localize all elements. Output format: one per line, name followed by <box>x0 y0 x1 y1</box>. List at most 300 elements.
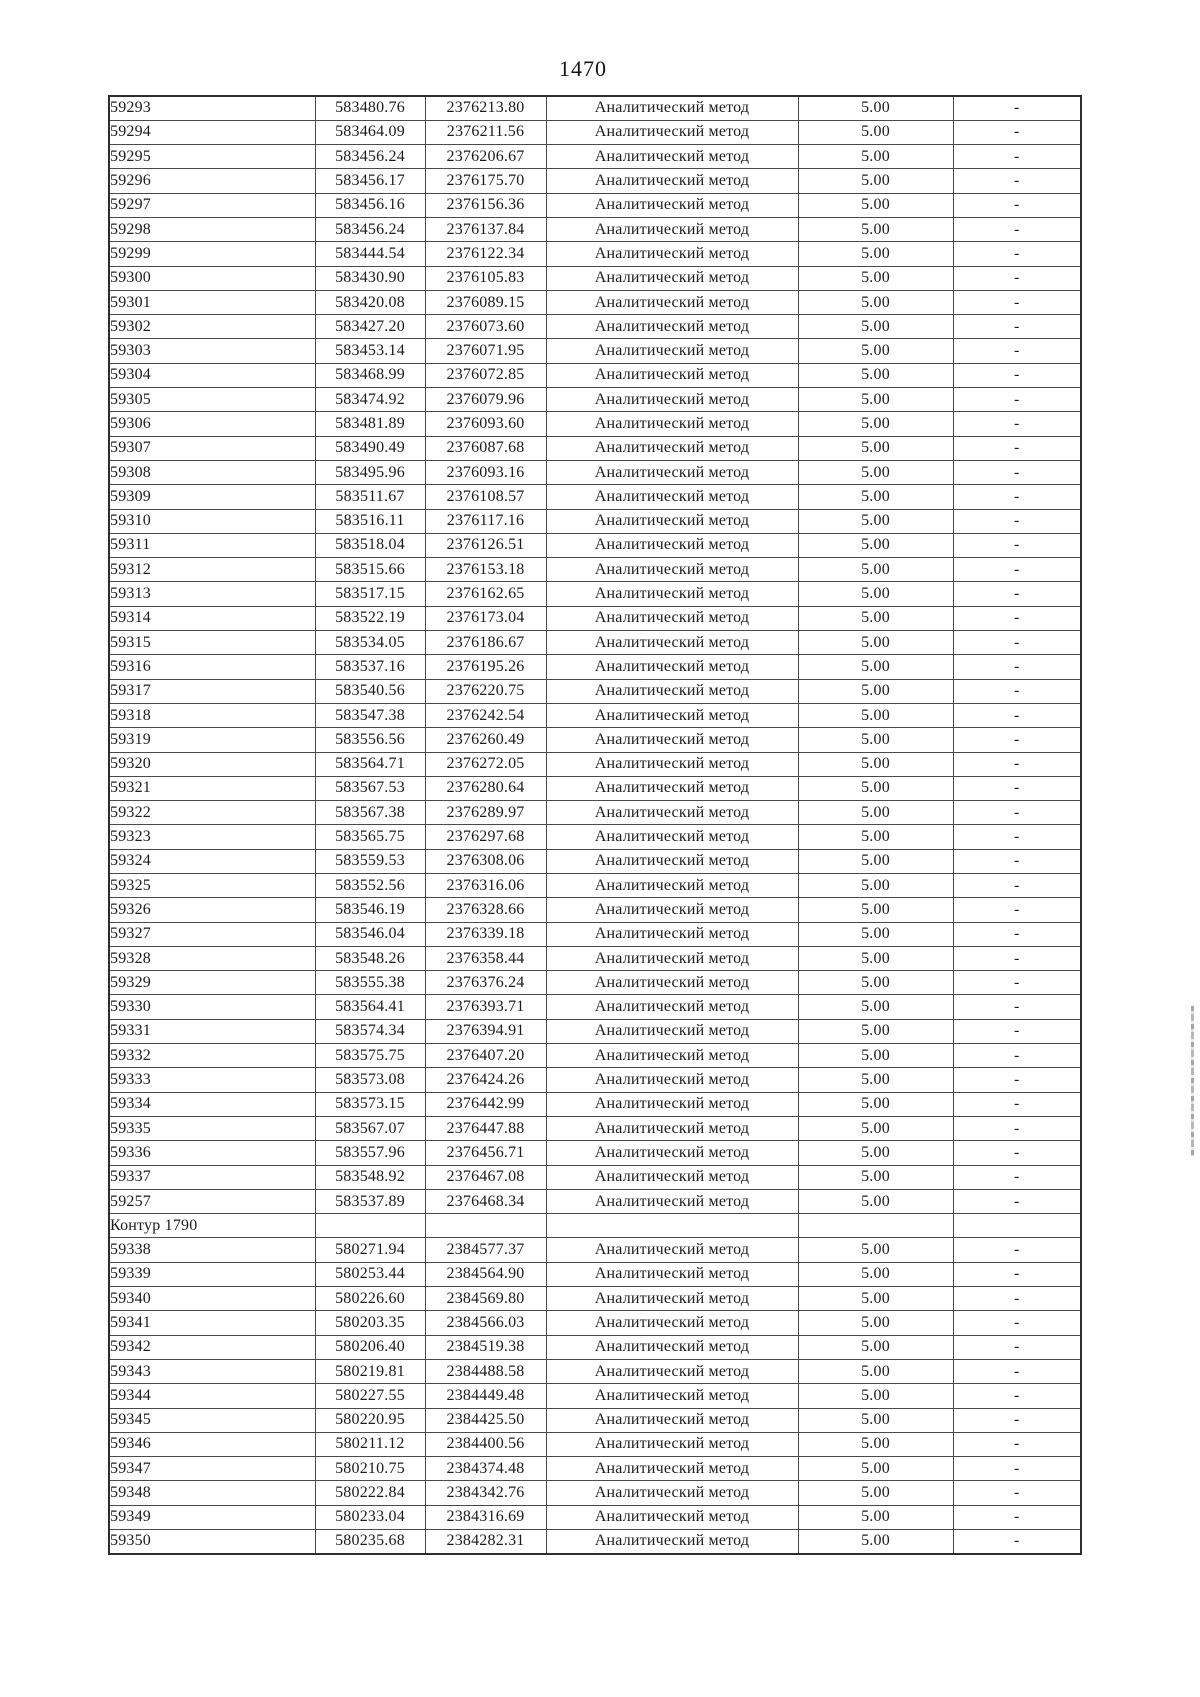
cell-x-coord: 583456.24 <box>315 217 425 241</box>
cell-method: Аналитический метод <box>546 1238 798 1262</box>
cell-point-id: 59348 <box>109 1481 315 1505</box>
table-row <box>109 1311 1081 1335</box>
cell-method: Аналитический метод <box>546 96 798 120</box>
cell-note: - <box>953 485 1081 509</box>
cell-precision: 5.00 <box>798 96 953 120</box>
cell-y-coord <box>425 1214 546 1238</box>
cell-method: Аналитический метод <box>546 1019 798 1043</box>
cell-x-coord: 583420.08 <box>315 290 425 314</box>
cell-precision: 5.00 <box>798 1262 953 1286</box>
cell-method: Аналитический метод <box>546 533 798 557</box>
cell-precision: 5.00 <box>798 898 953 922</box>
cell-x-coord: 583575.75 <box>315 1044 425 1068</box>
cell-point-id: 59313 <box>109 582 315 606</box>
cell-x-coord: 583552.56 <box>315 874 425 898</box>
cell-point-id: 59308 <box>109 460 315 484</box>
cell-method: Аналитический метод <box>546 1189 798 1213</box>
cell-method: Аналитический метод <box>546 703 798 727</box>
cell-precision: 5.00 <box>798 290 953 314</box>
cell-x-coord: 580235.68 <box>315 1530 425 1554</box>
cell-precision: 5.00 <box>798 485 953 509</box>
cell-note: - <box>953 120 1081 144</box>
cell-point-id: 59347 <box>109 1457 315 1481</box>
coordinates-table <box>108 95 1082 1555</box>
cell-y-coord: 2376156.36 <box>425 193 546 217</box>
cell-point-id: 59333 <box>109 1068 315 1092</box>
cell-method: Аналитический метод <box>546 1457 798 1481</box>
cell-method: Аналитический метод <box>546 606 798 630</box>
cell-precision: 5.00 <box>798 169 953 193</box>
cell-x-coord: 583548.92 <box>315 1165 425 1189</box>
cell-precision: 5.00 <box>798 1359 953 1383</box>
table-row <box>109 1189 1081 1213</box>
table-row <box>109 1481 1081 1505</box>
cell-note: - <box>953 631 1081 655</box>
cell-y-coord: 2376220.75 <box>425 679 546 703</box>
cell-method: Аналитический метод <box>546 266 798 290</box>
page-number: 1470 <box>559 56 607 81</box>
cell-note: - <box>953 1335 1081 1359</box>
cell-point-id: 59341 <box>109 1311 315 1335</box>
cell-x-coord: 583490.49 <box>315 436 425 460</box>
table-row <box>109 96 1081 120</box>
cell-precision: 5.00 <box>798 728 953 752</box>
cell-method: Аналитический метод <box>546 388 798 412</box>
cell-y-coord: 2376105.83 <box>425 266 546 290</box>
cell-method: Аналитический метод <box>546 145 798 169</box>
cell-method: Аналитический метод <box>546 849 798 873</box>
cell-x-coord: 580226.60 <box>315 1287 425 1311</box>
cell-note: - <box>953 436 1081 460</box>
table-row <box>109 290 1081 314</box>
cell-point-id: 59316 <box>109 655 315 679</box>
cell-point-id: 59343 <box>109 1359 315 1383</box>
table-row <box>109 1068 1081 1092</box>
cell-precision: 5.00 <box>798 1481 953 1505</box>
cell-point-id: 59349 <box>109 1505 315 1529</box>
cell-y-coord: 2376467.08 <box>425 1165 546 1189</box>
cell-x-coord: 583444.54 <box>315 242 425 266</box>
cell-note: - <box>953 1530 1081 1554</box>
cell-y-coord: 2376316.06 <box>425 874 546 898</box>
cell-x-coord: 580203.35 <box>315 1311 425 1335</box>
cell-point-id: 59336 <box>109 1141 315 1165</box>
cell-note: - <box>953 582 1081 606</box>
cell-method: Аналитический метод <box>546 825 798 849</box>
cell-y-coord: 2376093.16 <box>425 460 546 484</box>
cell-y-coord: 2376442.99 <box>425 1092 546 1116</box>
cell-precision: 5.00 <box>798 995 953 1019</box>
cell-point-id: 59342 <box>109 1335 315 1359</box>
cell-method: Аналитический метод <box>546 946 798 970</box>
cell-point-id: 59307 <box>109 436 315 460</box>
cell-point-id: 59323 <box>109 825 315 849</box>
cell-method: Аналитический метод <box>546 1359 798 1383</box>
cell-y-coord: 2384400.56 <box>425 1432 546 1456</box>
table-row <box>109 874 1081 898</box>
cell-precision: 5.00 <box>798 703 953 727</box>
cell-note: - <box>953 1238 1081 1262</box>
cell-precision: 5.00 <box>798 801 953 825</box>
cell-note: - <box>953 1311 1081 1335</box>
cell-point-id: 59305 <box>109 388 315 412</box>
cell-y-coord: 2376108.57 <box>425 485 546 509</box>
table-row <box>109 217 1081 241</box>
cell-x-coord: 583516.11 <box>315 509 425 533</box>
cell-point-id: 59325 <box>109 874 315 898</box>
cell-method: Аналитический метод <box>546 1116 798 1140</box>
cell-point-id: 59311 <box>109 533 315 557</box>
cell-note: - <box>953 776 1081 800</box>
cell-point-id: 59296 <box>109 169 315 193</box>
cell-note: - <box>953 1068 1081 1092</box>
cell-note: - <box>953 1262 1081 1286</box>
cell-note: - <box>953 703 1081 727</box>
cell-y-coord: 2384342.76 <box>425 1481 546 1505</box>
cell-x-coord: 583517.15 <box>315 582 425 606</box>
cell-x-coord: 583481.89 <box>315 412 425 436</box>
table-row <box>109 412 1081 436</box>
table-row <box>109 193 1081 217</box>
cell-x-coord: 583515.66 <box>315 558 425 582</box>
cell-point-id: 59295 <box>109 145 315 169</box>
table-row <box>109 1165 1081 1189</box>
cell-x-coord: 583547.38 <box>315 703 425 727</box>
cell-y-coord: 2384566.03 <box>425 1311 546 1335</box>
cell-precision: 5.00 <box>798 1189 953 1213</box>
cell-note: - <box>953 509 1081 533</box>
cell-note: - <box>953 1141 1081 1165</box>
cell-point-id: 59312 <box>109 558 315 582</box>
cell-y-coord: 2384425.50 <box>425 1408 546 1432</box>
cell-point-id: 59315 <box>109 631 315 655</box>
cell-y-coord: 2384564.90 <box>425 1262 546 1286</box>
cell-point-id: 59310 <box>109 509 315 533</box>
cell-x-coord: 583480.76 <box>315 96 425 120</box>
cell-method: Аналитический метод <box>546 1044 798 1068</box>
cell-method: Аналитический метод <box>546 460 798 484</box>
cell-note: - <box>953 193 1081 217</box>
cell-point-id: 59301 <box>109 290 315 314</box>
cell-y-coord: 2376297.68 <box>425 825 546 849</box>
cell-x-coord: 583548.26 <box>315 946 425 970</box>
cell-precision: 5.00 <box>798 242 953 266</box>
cell-y-coord: 2384488.58 <box>425 1359 546 1383</box>
cell-x-coord: 580222.84 <box>315 1481 425 1505</box>
cell-method: Аналитический метод <box>546 1530 798 1554</box>
cell-y-coord: 2376073.60 <box>425 315 546 339</box>
cell-x-coord: 580219.81 <box>315 1359 425 1383</box>
cell-x-coord: 580220.95 <box>315 1408 425 1432</box>
cell-precision: 5.00 <box>798 1116 953 1140</box>
cell-point-id: 59346 <box>109 1432 315 1456</box>
cell-note: - <box>953 388 1081 412</box>
cell-point-id: 59335 <box>109 1116 315 1140</box>
cell-note: - <box>953 363 1081 387</box>
cell-point-id: 59303 <box>109 339 315 363</box>
cell-y-coord: 2376447.88 <box>425 1116 546 1140</box>
cell-y-coord: 2376175.70 <box>425 169 546 193</box>
cell-method: Аналитический метод <box>546 801 798 825</box>
cell-method: Аналитический метод <box>546 776 798 800</box>
cell-x-coord: 583534.05 <box>315 631 425 655</box>
cell-y-coord: 2376093.60 <box>425 412 546 436</box>
cell-point-id: 59297 <box>109 193 315 217</box>
cell-x-coord: 583564.41 <box>315 995 425 1019</box>
cell-method: Аналитический метод <box>546 655 798 679</box>
cell-precision: 5.00 <box>798 363 953 387</box>
cell-point-id: 59299 <box>109 242 315 266</box>
cell-point-id: 59304 <box>109 363 315 387</box>
table-row <box>109 825 1081 849</box>
table-row <box>109 679 1081 703</box>
cell-x-coord: 583537.89 <box>315 1189 425 1213</box>
cell-x-coord: 583556.56 <box>315 728 425 752</box>
cell-point-id: 59327 <box>109 922 315 946</box>
cell-precision: 5.00 <box>798 1432 953 1456</box>
cell-precision: 5.00 <box>798 1019 953 1043</box>
cell-precision: 5.00 <box>798 849 953 873</box>
table-row <box>109 558 1081 582</box>
cell-method: Аналитический метод <box>546 1262 798 1286</box>
cell-note: - <box>953 460 1081 484</box>
cell-y-coord: 2384577.37 <box>425 1238 546 1262</box>
cell-note: - <box>953 169 1081 193</box>
cell-precision: 5.00 <box>798 776 953 800</box>
cell-precision: 5.00 <box>798 655 953 679</box>
cell-x-coord: 583567.53 <box>315 776 425 800</box>
cell-x-coord: 583546.04 <box>315 922 425 946</box>
cell-method: Аналитический метод <box>546 1092 798 1116</box>
cell-point-id: 59339 <box>109 1262 315 1286</box>
cell-x-coord: 583573.08 <box>315 1068 425 1092</box>
table-row <box>109 631 1081 655</box>
cell-method: Аналитический метод <box>546 339 798 363</box>
cell-precision: 5.00 <box>798 606 953 630</box>
cell-method: Аналитический метод <box>546 509 798 533</box>
cell-y-coord: 2376211.56 <box>425 120 546 144</box>
cell-note: - <box>953 1505 1081 1529</box>
cell-y-coord: 2384316.69 <box>425 1505 546 1529</box>
table-row <box>109 922 1081 946</box>
cell-x-coord: 583537.16 <box>315 655 425 679</box>
cell-precision: 5.00 <box>798 1287 953 1311</box>
cell-precision: 5.00 <box>798 266 953 290</box>
cell-note: - <box>953 290 1081 314</box>
cell-precision: 5.00 <box>798 145 953 169</box>
cell-note <box>953 1214 1081 1238</box>
table-row <box>109 898 1081 922</box>
cell-note: - <box>953 606 1081 630</box>
table-row <box>109 1505 1081 1529</box>
cell-y-coord: 2376089.15 <box>425 290 546 314</box>
cell-method: Аналитический метод <box>546 485 798 509</box>
cell-x-coord: 583456.24 <box>315 145 425 169</box>
cell-method: Аналитический метод <box>546 412 798 436</box>
table-row <box>109 1457 1081 1481</box>
cell-point-id: 59300 <box>109 266 315 290</box>
table-row <box>109 1432 1081 1456</box>
cell-point-id: 59326 <box>109 898 315 922</box>
cell-x-coord: 583567.07 <box>315 1116 425 1140</box>
cell-point-id: 59317 <box>109 679 315 703</box>
table-row <box>109 1019 1081 1043</box>
cell-method: Аналитический метод <box>546 1287 798 1311</box>
cell-point-id: 59345 <box>109 1408 315 1432</box>
table-row <box>109 509 1081 533</box>
cell-precision: 5.00 <box>798 1335 953 1359</box>
cell-y-coord: 2376260.49 <box>425 728 546 752</box>
cell-precision: 5.00 <box>798 120 953 144</box>
cell-note: - <box>953 874 1081 898</box>
cell-x-coord: 580271.94 <box>315 1238 425 1262</box>
cell-note: - <box>953 242 1081 266</box>
cell-method: Аналитический метод <box>546 631 798 655</box>
cell-y-coord: 2376308.06 <box>425 849 546 873</box>
table-row <box>109 703 1081 727</box>
cell-point-id: 59334 <box>109 1092 315 1116</box>
table-row <box>109 752 1081 776</box>
cell-method: Аналитический метод <box>546 728 798 752</box>
cell-precision: 5.00 <box>798 679 953 703</box>
cell-precision: 5.00 <box>798 388 953 412</box>
cell-method: Аналитический метод <box>546 1335 798 1359</box>
cell-precision: 5.00 <box>798 874 953 898</box>
cell-method: Аналитический метод <box>546 1432 798 1456</box>
cell-method: Аналитический метод <box>546 169 798 193</box>
cell-y-coord: 2376394.91 <box>425 1019 546 1043</box>
cell-y-coord: 2376079.96 <box>425 388 546 412</box>
cell-precision: 5.00 <box>798 1238 953 1262</box>
cell-method: Аналитический метод <box>546 363 798 387</box>
table-row <box>109 120 1081 144</box>
cell-y-coord: 2384282.31 <box>425 1530 546 1554</box>
cell-y-coord: 2376153.18 <box>425 558 546 582</box>
cell-precision: 5.00 <box>798 1505 953 1529</box>
cell-note: - <box>953 96 1081 120</box>
cell-x-coord: 583559.53 <box>315 849 425 873</box>
cell-precision <box>798 1214 953 1238</box>
cell-x-coord: 583456.17 <box>315 169 425 193</box>
cell-x-coord <box>315 1214 425 1238</box>
cell-note: - <box>953 1189 1081 1213</box>
table-row <box>109 1116 1081 1140</box>
table-row <box>109 339 1081 363</box>
table-row <box>109 169 1081 193</box>
cell-precision: 5.00 <box>798 558 953 582</box>
cell-precision: 5.00 <box>798 1141 953 1165</box>
cell-x-coord: 583427.20 <box>315 315 425 339</box>
cell-precision: 5.00 <box>798 436 953 460</box>
cell-method: Аналитический метод <box>546 1165 798 1189</box>
cell-method: Аналитический метод <box>546 1505 798 1529</box>
cell-method: Аналитический метод <box>546 217 798 241</box>
table-row <box>109 946 1081 970</box>
cell-precision: 5.00 <box>798 412 953 436</box>
cell-y-coord: 2376456.71 <box>425 1141 546 1165</box>
cell-point-id: 59309 <box>109 485 315 509</box>
cell-x-coord: 580206.40 <box>315 1335 425 1359</box>
cell-y-coord: 2376424.26 <box>425 1068 546 1092</box>
cell-note: - <box>953 898 1081 922</box>
cell-note: - <box>953 1287 1081 1311</box>
cell-point-id: 59319 <box>109 728 315 752</box>
cell-point-id: 59314 <box>109 606 315 630</box>
table-row <box>109 606 1081 630</box>
cell-y-coord: 2376393.71 <box>425 995 546 1019</box>
cell-precision: 5.00 <box>798 1311 953 1335</box>
cell-x-coord: 583511.67 <box>315 485 425 509</box>
cell-note: - <box>953 1044 1081 1068</box>
cell-note: - <box>953 946 1081 970</box>
cell-precision: 5.00 <box>798 509 953 533</box>
cell-point-id: 59340 <box>109 1287 315 1311</box>
cell-method: Аналитический метод <box>546 558 798 582</box>
table-row <box>109 1044 1081 1068</box>
cell-note: - <box>953 971 1081 995</box>
cell-x-coord: 583464.09 <box>315 120 425 144</box>
cell-x-coord: 583456.16 <box>315 193 425 217</box>
cell-point-id: 59321 <box>109 776 315 800</box>
cell-y-coord: 2376242.54 <box>425 703 546 727</box>
cell-precision: 5.00 <box>798 1457 953 1481</box>
cell-x-coord: 580227.55 <box>315 1384 425 1408</box>
cell-note: - <box>953 339 1081 363</box>
cell-precision: 5.00 <box>798 922 953 946</box>
cell-precision: 5.00 <box>798 1408 953 1432</box>
table-row <box>109 1092 1081 1116</box>
cell-point-id: 59302 <box>109 315 315 339</box>
table-row <box>109 1408 1081 1432</box>
table-row <box>109 145 1081 169</box>
cell-precision: 5.00 <box>798 631 953 655</box>
cell-method: Аналитический метод <box>546 193 798 217</box>
cell-y-coord: 2376213.80 <box>425 96 546 120</box>
cell-x-coord: 580233.04 <box>315 1505 425 1529</box>
cell-point-id: 59293 <box>109 96 315 120</box>
cell-precision: 5.00 <box>798 1165 953 1189</box>
cell-method: Аналитический метод <box>546 922 798 946</box>
cell-point-id: 59324 <box>109 849 315 873</box>
cell-method: Аналитический метод <box>546 290 798 314</box>
table-row <box>109 801 1081 825</box>
table-row <box>109 1141 1081 1165</box>
cell-x-coord: 583567.38 <box>315 801 425 825</box>
cell-point-id: 59350 <box>109 1530 315 1554</box>
cell-y-coord: 2376206.67 <box>425 145 546 169</box>
cell-x-coord: 583574.34 <box>315 1019 425 1043</box>
cell-note: - <box>953 412 1081 436</box>
cell-x-coord: 580210.75 <box>315 1457 425 1481</box>
cell-y-coord: 2376407.20 <box>425 1044 546 1068</box>
cell-y-coord: 2376468.34 <box>425 1189 546 1213</box>
table-row <box>109 995 1081 1019</box>
cell-y-coord: 2376328.66 <box>425 898 546 922</box>
cell-x-coord: 580211.12 <box>315 1432 425 1456</box>
cell-y-coord: 2376117.16 <box>425 509 546 533</box>
table-row <box>109 1287 1081 1311</box>
cell-note: - <box>953 655 1081 679</box>
cell-method: Аналитический метод <box>546 995 798 1019</box>
cell-precision: 5.00 <box>798 1530 953 1554</box>
cell-precision: 5.00 <box>798 533 953 557</box>
cell-precision: 5.00 <box>798 946 953 970</box>
cell-method: Аналитический метод <box>546 874 798 898</box>
cell-y-coord: 2384519.38 <box>425 1335 546 1359</box>
cell-method: Аналитический метод <box>546 1384 798 1408</box>
table-row <box>109 436 1081 460</box>
cell-point-id: 59298 <box>109 217 315 241</box>
